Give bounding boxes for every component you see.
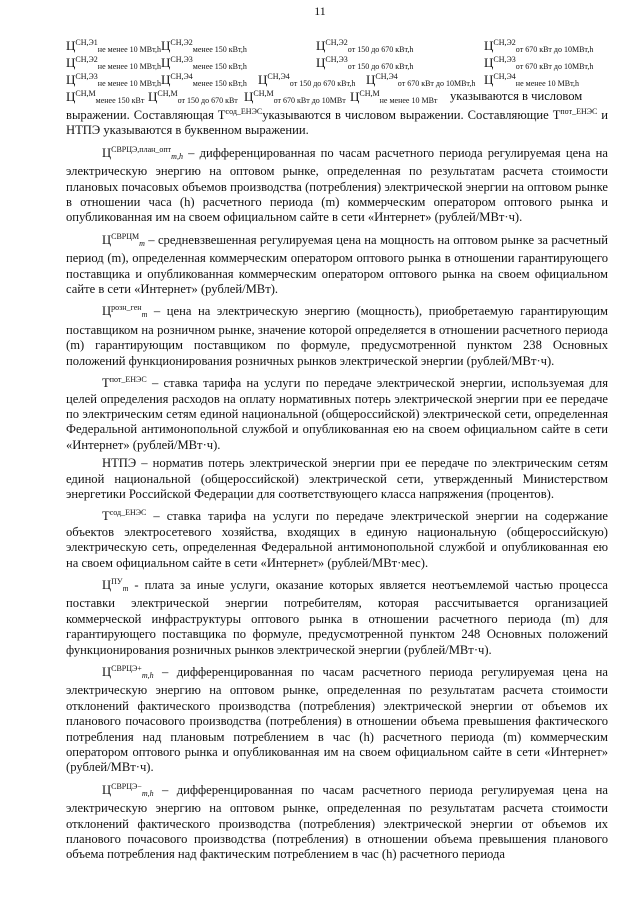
formula-term: $Ц^{СН,Э3}_{не менее 10 МВт,h}$: [66, 72, 161, 88]
document-body: [66, 104, 608, 863]
formula-block: [66, 38, 606, 106]
formula-term: $Ц^{СН,Э2}_{от 670 кВт до 10МВт,h}$: [484, 38, 594, 54]
formula-row-2: [66, 55, 606, 72]
definition-paragraph: $Т^{сод\_ЕНЭС}$ – ставка тарифа на услуги по передаче электрической энергии на содержание объектов электросетевого хозяйства, входящих в единую национальную (общероссийскую) электрическую сеть, определенная Федеральной антимонопольной службой и опубликованная ею на своем официальном сайте в сети «Интернет» (рублей/МВт·мес).: [66, 508, 608, 570]
formula-term: $Ц^{СН,Э4}_{от 150 до 670 кВт,h}$: [258, 72, 356, 88]
formula-term: $Ц^{СН,М}_{менее 150 кВт}$: [66, 89, 145, 105]
formula-term: $Ц^{СН,Э4}_{не менее 10 МВт,h}$: [484, 72, 579, 88]
term-symbol: $Т^{сод\_ЕНЭС}$: [102, 508, 147, 524]
definition-paragraph: $Ц^{СВРЦЭ+}_{m,h}$ – дифференцированная по часам расчетного периода регулируемая цена на электрическую энергию на оптовом рынке, определенная по результатам расчета стоимости отклонений фактического производства (потребления) электрической энергии от объемов их планового почасового производства (потребления) в отношении объема превышения фактического потребления над плановым потреблением в час (h) расчетного периода (m) коммерческим оператором оптового рынка и опубликованная им на своем официальном сайте в сети «Интернет» (рублей/МВт·ч).: [66, 664, 608, 775]
term-symbol: $Ц^{СВРЦЭ-}_{m,h}$: [102, 781, 154, 798]
page-number: 11: [314, 4, 326, 18]
formula-row-3: [66, 72, 606, 89]
formula-term: $Ц^{СН,М}_{от 670 кВт до 10МВт}$: [244, 89, 346, 105]
formula-term: $Ц^{СН,Э3}_{от 150 до 670 кВт,h}$: [316, 55, 414, 71]
formula-term: $Ц^{СН,М}_{не менее 10 МВт}$: [350, 89, 438, 105]
formula-tail-text: указываются в числовом: [450, 89, 583, 103]
definition-paragraph: $Ц^{СВРЦМ}_m$ – средневзвешенная регулируемая цена на мощность на оптовом рынке за расчетный период (m), определенная коммерческим оператором оптового рынка в отношении гарантирующего поставщика и опубликованная коммерческим оператором оптового рынка на своем официальном сайте в сети «Интернет» (рублей/МВт).: [66, 231, 608, 297]
term-symbol: $Ц^{СВРЦМ}_m$: [102, 231, 145, 248]
definition-paragraph: $Ц^{розн\_ген}_m$ – цена на электрическую энергию (мощность), приобретаемую гарантирующим поставщиком на розничном рынке, значение которой определяется в отношении расчетного периода (m) гарантирующим поставщиком по формуле, предусмотренной пунктом 238 Основных положений функционирования розничных рынков электрической энергии (рублей/МВт·ч).: [66, 303, 608, 368]
formula-term: $Ц^{СН,Э4}_{менее 150 кВт,h}$: [161, 72, 247, 88]
definition-paragraph: $Ц^{СВРЦЭ-}_{m,h}$ – дифференцированная по часам расчетного периода регулируемая цена на электрическую энергию на оптовом рынке, определенная по результатам расчета стоимости отклонений фактического производства (потребления) электрической энергии от объемов их планового почасового производства (потребления) в отношении объема превышения планового объема потребления над фактическим потреблением в час (h) расчетного периода: [66, 781, 608, 862]
term-symbol: $Ц^{СВРЦЭ,план\_опт}_{m,h}$: [102, 144, 183, 161]
term-symbol: $Т^{пот\_ЕНЭС}$: [102, 375, 147, 391]
formula-term: $Ц^{СН,Э2}_{менее 150 кВт,h}$: [161, 38, 247, 54]
formula-term: $Ц^{СН,Э2}_{не менее 10 МВт,h}$: [66, 55, 161, 71]
formula-term: $Ц^{СН,Э4}_{от 670 кВт до 10МВт,h}$: [366, 72, 476, 88]
formula-term: $Ц^{СН,Э3}_{от 670 кВт до 10МВт,h}$: [484, 55, 594, 71]
formula-term: $Ц^{СН,Э2}_{от 150 до 670 кВт,h}$: [316, 38, 414, 54]
term-symbol: $Ц^{ПУ}_m$: [102, 576, 129, 593]
definition-paragraph: $Ц^{СВРЦЭ,план\_опт}_{m,h}$ – дифференцированная по часам расчетного периода регулируемая цена на электрическую энергию на оптовом рынке, определенная по результатам расчета стоимости плановых почасовых объемов производства (потребления) электрической энергии на оптовом рынке в отношении часа (h) расчетного периода (m) коммерческим оператором оптового рынка и опубликованная им на своем официальном сайте в сети «Интернет» (рублей/МВт·ч).: [66, 144, 608, 225]
paragraph-components: выражении. Составляющая $Т^{сод\_ЕНЭС}указываются$ в числовом выражении. Составляющие $Т^{пот\_ЕНЭС}$ и НТПЭ указываются в буквенном выражении.: [66, 107, 608, 138]
definition-paragraph: $Ц^{ПУ}_m$ - плата за иные услуги, оказание которых является неотъемлемой частью процесса поставки электрической энергии потребителям, которая рассчитывается организацией коммерческой инфраструктуры оптового рынка в отношении расчетного периода (m) для гарантирующего поставщика по формуле, предусмотренной пунктом 248 Основных положений функционирования розничных рынков электрической энергии (рублей/МВт·ч).: [66, 576, 608, 657]
formula-term: $Ц^{СН,М}_{от 150 до 670 кВт}$: [148, 89, 238, 105]
formula-term: $Ц^{СН,Э3}_{менее 150 кВт,h}$: [161, 55, 247, 71]
formula-row-1: [66, 38, 606, 55]
term-symbol: $Ц^{СВРЦЭ+}_{m,h}$: [102, 664, 154, 680]
definition-paragraph: НТПЭ – норматив потерь электрической энергии при ее передаче по электрическим сетям единой национальной (общероссийской) электрической сети, утвержденный Министерством энергетики Российской Федерации для соответствующего класса напряжения (процентов).: [66, 456, 608, 501]
formula-term: $Ц^{СН,Э1}_{не менее 10 МВт,h}$: [66, 38, 161, 54]
definition-paragraph: $Т^{пот\_ЕНЭС}$ – ставка тарифа на услуги по передаче электрической энергии, используемая для целей определения расходов на оплату нормативных потерь электрической энергии при ее передаче по электрическим сетям единой национальной (общероссийской) электрической сети, определенная Федеральной антимонопольной службой и опубликованная ею на своем официальном сайте в сети «Интернет» (рублей/МВт·ч).: [66, 375, 608, 452]
term-symbol: $Ц^{розн\_ген}_m$: [102, 303, 148, 320]
